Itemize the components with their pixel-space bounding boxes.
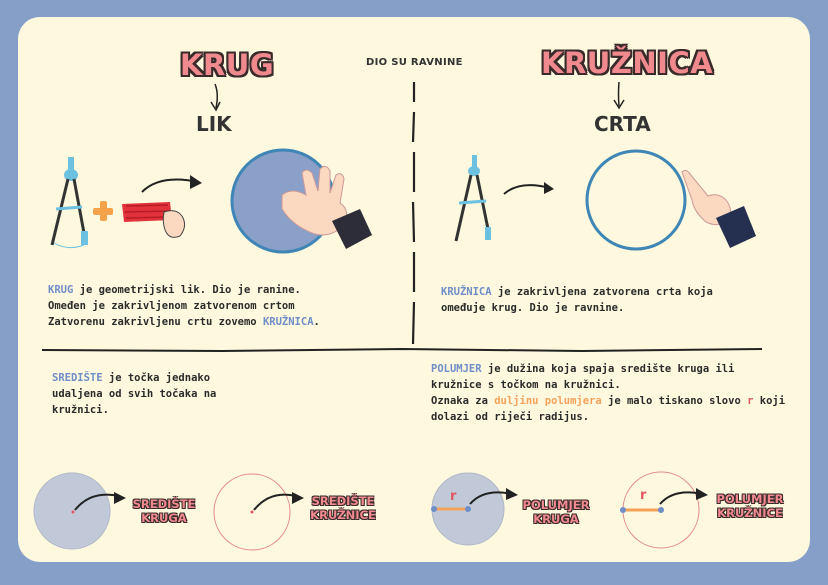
compass-icon-right <box>452 155 500 247</box>
hand-icon <box>272 165 372 251</box>
subtitle-lik: LIK <box>196 112 232 136</box>
srediste-kruznice-diagram <box>212 472 304 554</box>
circle-kruznica-shape <box>585 148 687 252</box>
title-kruznica: KRUŽNICA <box>541 46 714 80</box>
down-arrow-icon-right <box>610 80 630 112</box>
srediste-kruga-diagram <box>33 472 123 552</box>
pointing-hand-icon <box>674 166 758 254</box>
krug-definition: KRUG je geometrijski lik. Dio je ranine. Omeđen je zakrivljenom zatvorenom crtom Zatvorenu zakrivljenu crtu zovemo KRUŽNICA. <box>48 284 320 328</box>
vertical-divider <box>410 82 418 344</box>
label-polumjer-kruga: POLUMJER KRUGA <box>522 498 590 526</box>
label-srediste-kruga: SREDIŠTE KRUGA <box>132 497 196 525</box>
arrow-polumjer-kruga <box>468 484 520 510</box>
title-krug: KRUG <box>180 48 275 82</box>
kruznica-definition: KRUŽNICA je zakrivljena zatvorena crta koja omeđuje krug. Dio je ravnine. <box>441 286 713 314</box>
arrow-polumjer-kruznice <box>658 484 710 510</box>
arrow-icon-right <box>502 180 558 198</box>
plus-icon <box>92 200 114 222</box>
polumjer-definition: POLUMJER je dužina koja spaja središte kruga ili kružnice s točkom na kružnici. Oznaka za duljinu polumjera je malo tiskano slovo r koji dolazi od riječi radijus. <box>431 363 786 423</box>
arrow-icon <box>140 174 208 196</box>
arrow-head-1 <box>112 490 128 506</box>
horizontal-divider <box>42 346 762 354</box>
down-arrow-icon-left <box>207 82 227 114</box>
label-polumjer-kruznice: POLUMJER KRUŽNICE <box>716 492 784 520</box>
r-letter-2: r <box>640 488 647 503</box>
r-letter-1: r <box>450 489 457 504</box>
center-caption: DIO SU RAVNINE <box>366 57 463 68</box>
srediste-definition: SREDIŠTE je točka jednako udaljena od svih točaka na kružnici. <box>52 372 217 416</box>
subtitle-crta: CRTA <box>594 112 651 136</box>
label-srediste-kruznice: SREDIŠTE KRUŽNICE <box>310 494 376 522</box>
crayon-hand-icon <box>120 198 190 243</box>
compass-icon <box>48 157 98 252</box>
